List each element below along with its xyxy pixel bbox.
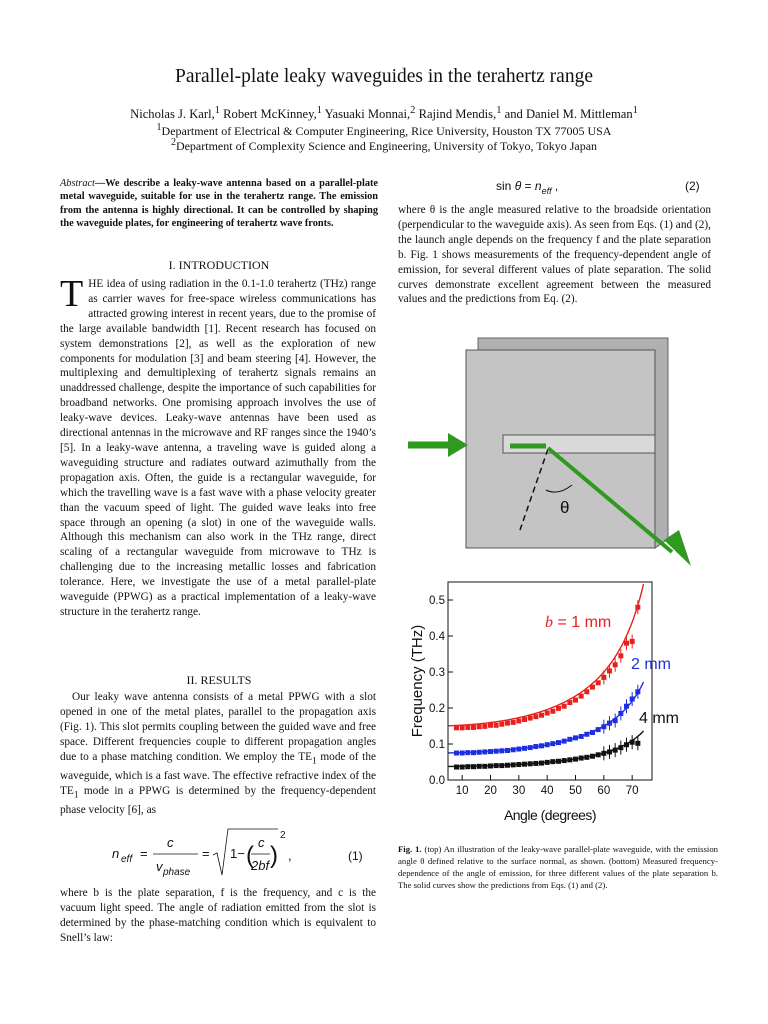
data-point-2mm bbox=[471, 750, 476, 755]
data-point-2mm bbox=[516, 747, 521, 752]
data-point-2mm bbox=[579, 734, 584, 739]
data-point-1mm bbox=[460, 725, 465, 730]
data-point-2mm bbox=[494, 749, 499, 754]
drop-cap: T bbox=[60, 273, 84, 315]
author: Rajind Mendis, bbox=[415, 107, 497, 122]
data-point-1mm bbox=[505, 721, 510, 726]
data-point-2mm bbox=[596, 727, 601, 732]
author: Nicholas J. Karl, bbox=[130, 107, 215, 122]
data-point-4mm bbox=[522, 762, 527, 767]
y-tick-label: 0.5 bbox=[429, 595, 445, 607]
data-point-4mm bbox=[545, 760, 550, 765]
y-tick-label: 0.0 bbox=[429, 775, 445, 787]
x-tick-label: 20 bbox=[484, 785, 497, 797]
data-point-4mm bbox=[488, 763, 493, 768]
series-label-2mm: 2 mm bbox=[631, 656, 671, 673]
results-body bbox=[60, 690, 376, 818]
y-axis-label: Frequency (THz) bbox=[409, 624, 426, 738]
caption-label: Fig. 1. bbox=[398, 844, 422, 854]
data-point-2mm bbox=[499, 748, 504, 753]
after-equation-2: where θ is the angle measured relative to the broadside orientation (perpendicular to the waveguide axis). As seen from Eqs. (1) and (2), the launch angle depends on the frequency f and the plate separation b. Fig. 1 shows measurements of the frequency-dependent angle of emission, for several different values of plate separation. The solid curves demonstrate excellent agreement between the measured values and the predictions from Eq. (2). bbox=[398, 204, 711, 306]
svg-text:1−: 1− bbox=[230, 846, 245, 861]
data-point-1mm bbox=[499, 722, 504, 727]
data-point-1mm bbox=[482, 724, 487, 729]
subscript: 1 bbox=[73, 789, 79, 800]
svg-text:phase: phase bbox=[163, 867, 191, 878]
data-point-2mm bbox=[567, 737, 572, 742]
x-axis-label: Angle (degrees) bbox=[503, 807, 597, 823]
affil-mark: 1 bbox=[156, 122, 162, 133]
x-tick-label: 60 bbox=[597, 785, 611, 797]
data-point-2mm bbox=[477, 750, 482, 755]
y-tick-label: 0.3 bbox=[429, 667, 445, 679]
caption-text: (top) An illustration of the leaky-wave parallel-plate waveguide, with the emission angle θ defined relative to the surface normal, as shown. (bottom) Measured frequency-dependence of the angle of emission, for three different values of the plate separation b. The solid curves show the predictions from Eqs. (1) and (2). bbox=[398, 844, 719, 891]
svg-text:eff: eff bbox=[121, 854, 133, 865]
author-affil-mark: 1 bbox=[214, 105, 220, 116]
data-point-2mm bbox=[454, 751, 459, 756]
author: and Daniel M. Mittleman bbox=[501, 107, 633, 122]
introduction-body bbox=[60, 273, 376, 620]
data-point-4mm bbox=[584, 755, 589, 760]
data-point-1mm bbox=[562, 704, 567, 709]
y-tick-label: 0.2 bbox=[429, 703, 445, 715]
author-affil-mark: 1 bbox=[316, 105, 322, 116]
svg-text:=: = bbox=[202, 846, 210, 861]
affiliation-2 bbox=[0, 137, 768, 154]
data-point-2mm bbox=[545, 742, 550, 747]
data-point-1mm bbox=[545, 711, 550, 716]
author-affil-mark: 2 bbox=[410, 105, 416, 116]
data-point-4mm bbox=[539, 761, 544, 766]
svg-text:n: n bbox=[112, 846, 120, 861]
data-point-2mm bbox=[511, 747, 516, 752]
data-point-1mm bbox=[516, 718, 521, 723]
affil-text: Department of Electrical & Computer Engineering, Rice University, Houston TX 77005 USA bbox=[161, 124, 612, 138]
svg-text:=: = bbox=[140, 846, 148, 861]
data-point-1mm bbox=[567, 700, 572, 705]
data-point-2mm bbox=[522, 746, 527, 751]
author: Yasuaki Monnai, bbox=[322, 107, 411, 122]
x-tick-label: 70 bbox=[625, 785, 639, 797]
data-point-1mm bbox=[465, 725, 470, 730]
data-point-1mm bbox=[596, 680, 601, 685]
data-point-2mm bbox=[573, 735, 578, 740]
data-point-1mm bbox=[494, 723, 499, 728]
svg-text:,: , bbox=[288, 848, 292, 863]
data-point-4mm bbox=[528, 761, 533, 766]
svg-text:c: c bbox=[167, 835, 174, 850]
equation-1-number: (1) bbox=[348, 849, 363, 863]
results-text: mode of the waveguide, which is a fast wave. The effective refractive index of the TE bbox=[60, 750, 376, 797]
data-point-2mm bbox=[488, 749, 493, 754]
x-tick-label: 40 bbox=[540, 785, 554, 797]
data-point-4mm bbox=[460, 765, 465, 770]
data-point-4mm bbox=[511, 762, 516, 767]
data-point-4mm bbox=[567, 757, 572, 762]
svg-text:): ) bbox=[270, 842, 278, 869]
data-point-2mm bbox=[533, 744, 538, 749]
svg-text:v: v bbox=[156, 859, 163, 874]
data-point-1mm bbox=[477, 724, 482, 729]
fit-curve-1mm bbox=[448, 584, 644, 726]
subscript: 1 bbox=[312, 755, 317, 766]
data-point-4mm bbox=[590, 754, 595, 759]
equation-2-number: (2) bbox=[685, 179, 700, 193]
data-point-4mm bbox=[579, 756, 584, 761]
svg-text:2: 2 bbox=[280, 830, 286, 841]
author-affil-mark: 1 bbox=[496, 105, 502, 116]
y-tick-label: 0.4 bbox=[429, 631, 445, 643]
abstract-label: Abstract bbox=[60, 178, 95, 189]
series-label-4mm: 4 mm bbox=[639, 710, 679, 727]
y-tick-label: 0.1 bbox=[429, 739, 445, 751]
data-point-4mm bbox=[454, 765, 459, 770]
data-point-4mm bbox=[494, 763, 499, 768]
figure-caption bbox=[398, 843, 718, 891]
data-point-4mm bbox=[562, 758, 567, 763]
data-point-1mm bbox=[550, 709, 555, 714]
data-point-1mm bbox=[533, 714, 538, 719]
author-list bbox=[0, 105, 768, 122]
data-point-1mm bbox=[488, 723, 493, 728]
data-point-1mm bbox=[539, 713, 544, 718]
data-point-4mm bbox=[477, 764, 482, 769]
data-point-2mm bbox=[505, 748, 510, 753]
abstract bbox=[60, 177, 378, 230]
series-label-1mm: b = 1 mm bbox=[545, 614, 612, 631]
data-point-1mm bbox=[511, 720, 516, 725]
data-point-4mm bbox=[465, 764, 470, 769]
author: Robert McKinney, bbox=[219, 107, 317, 122]
data-point-4mm bbox=[482, 764, 487, 769]
waveguide-illustration bbox=[400, 330, 700, 575]
data-point-2mm bbox=[556, 740, 561, 745]
data-point-4mm bbox=[533, 761, 538, 766]
section-heading-introduction: I. INTRODUCTION bbox=[168, 258, 270, 272]
data-point-2mm bbox=[562, 739, 567, 744]
data-point-2mm bbox=[465, 750, 470, 755]
after-equation-1: where b is the plate separation, f is the frequency, and c is the vacuum light speed. The angle of radiation emitted from the slot is determined by the phase-matching condition which is equivalent to Snell’s law: bbox=[60, 887, 376, 944]
data-point-1mm bbox=[522, 717, 527, 722]
data-point-4mm bbox=[505, 763, 510, 768]
data-point-2mm bbox=[590, 730, 595, 735]
data-point-1mm bbox=[590, 685, 595, 690]
svg-text:(: ( bbox=[246, 842, 254, 869]
data-point-1mm bbox=[584, 689, 589, 694]
data-point-4mm bbox=[471, 764, 476, 769]
section-heading-results: II. RESULTS bbox=[186, 673, 252, 687]
data-point-1mm bbox=[556, 706, 561, 711]
data-point-4mm bbox=[573, 757, 578, 762]
affil-mark: 2 bbox=[170, 137, 176, 148]
data-point-4mm bbox=[556, 759, 561, 764]
data-point-2mm bbox=[539, 743, 544, 748]
svg-text:c: c bbox=[258, 835, 265, 850]
data-point-2mm bbox=[482, 749, 487, 754]
frequency-angle-chart bbox=[402, 572, 718, 834]
data-point-4mm bbox=[499, 763, 504, 768]
equation-1 bbox=[100, 825, 380, 881]
data-point-4mm bbox=[516, 762, 521, 767]
x-tick-label: 10 bbox=[455, 785, 469, 797]
affil-text: Department of Complexity Science and Engineering, University of Tokyo, Tokyo Japan bbox=[175, 139, 598, 153]
equation-2 bbox=[398, 176, 718, 200]
x-tick-label: 30 bbox=[512, 785, 526, 797]
data-point-1mm bbox=[454, 725, 459, 730]
input-arrow bbox=[408, 433, 468, 457]
data-point-1mm bbox=[579, 694, 584, 699]
introduction-text: HE idea of using radiation in the 0.1-1.0 terahertz (THz) range as carrier waves for free-space wireless communications has attracted growing interest in recent years, due to the promise of the large available bandwidth [1]. Recent research has focused on system demonstrations [2], as well as the exploration of new components for modulation [3] and beam steering [4]. However, the multiplexing and demultiplexing of terahertz signals remains an unaddressed challenge, despite the importance of such capabilities for broadband networks. One promising approach involves the use of leaky-wave devices. Leaky-wave antennas have been used as directional antennas in the microwave and RF ranges since the 1940’s [5]. In a leaky-wave antenna, a traveling wave is guided along a waveguiding structure and radiates outward azimuthally from the propagation axis. Often, the guide is a rectangular waveguide, for which the travelling wave is a fast wave with a phase velocity greater than the vacuum speed of light. The guided wave leaks into free space through an opening (a slot) in one of the waveguide walls. Although this mechanism can also work in the THz range, direct scaling of a rectangular waveguide from microwave to THz is challenging due to the increasing metallic losses and fabrication tolerance. Here, we investigate the use of a metal parallel-plate waveguide (PPWG) as a practical implementation of a leaky-wave structure in the terahertz range. bbox=[60, 278, 376, 618]
data-point-2mm bbox=[460, 751, 465, 756]
data-point-2mm bbox=[528, 745, 533, 750]
results-text: mode in a PPWG is determined by the frequency-dependent phase velocity [6], as bbox=[60, 784, 376, 816]
svg-text:sin θ = neff ,: $\sin \theta = n_{eff}$ , bbox=[496, 179, 559, 196]
data-point-2mm bbox=[550, 741, 555, 746]
author-affil-mark: 1 bbox=[632, 105, 638, 116]
results-text: Our leaky wave antenna consists of a metal PPWG with a slot opened in one of the metal plates, parallel to the propagation axis (Fig. 1). This slot permits coupling between the guided wave and free space. Different frequencies couple to different propagation angles due to a phase matching condition. We employ the TE bbox=[60, 691, 376, 763]
svg-text:2bf: 2bf bbox=[251, 858, 270, 873]
x-tick-label: 50 bbox=[569, 785, 582, 797]
paper-title: Parallel-plate leaky waveguides in the terahertz range bbox=[175, 66, 593, 87]
data-point-1mm bbox=[471, 725, 476, 730]
theta-label: θ bbox=[560, 498, 570, 517]
abstract-text: —We describe a leaky-wave antenna based on a parallel-plate metal waveguide, suitable for use in the terahertz range. The emission from the antenna is highly directional. It can be controlled by shaping the waveguide plates, for engineering of terahertz wave fronts. bbox=[60, 178, 378, 229]
data-point-2mm bbox=[584, 732, 589, 737]
data-point-1mm bbox=[528, 716, 533, 721]
data-point-1mm bbox=[573, 698, 578, 703]
data-point-4mm bbox=[596, 752, 601, 757]
data-point-4mm bbox=[550, 759, 555, 764]
